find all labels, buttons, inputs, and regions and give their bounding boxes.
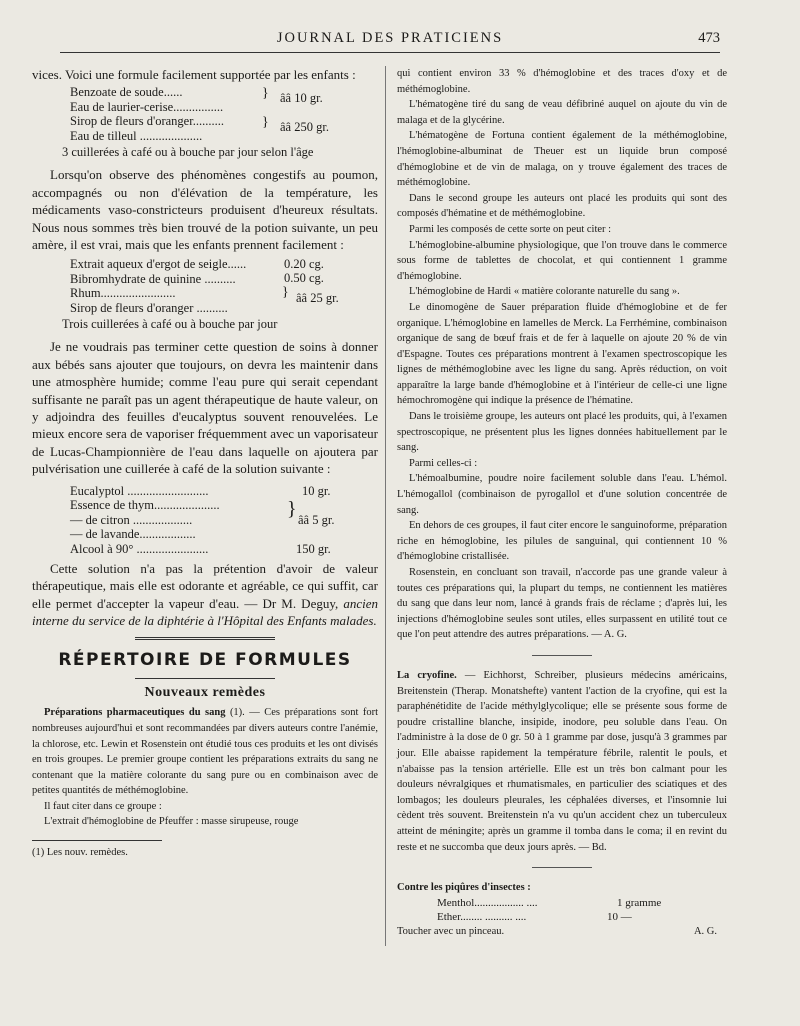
paragraph: L'hématogène de Fortuna contient également de la méthémoglobine, l'hémoglobine-albuminat de Theuer est un liquide brun composé d'hémoglobine et de vin de malaga, on y trouve également des traces de méthémoglobine. bbox=[397, 130, 727, 189]
paragraph: Dans le second groupe les auteurs ont placé les produits qui sont des composés d'hématine et de méthémoglobine. bbox=[397, 192, 727, 220]
section-rule bbox=[135, 637, 275, 640]
paragraph bbox=[397, 924, 727, 940]
rx-name: Menthol.................. .... bbox=[437, 896, 538, 909]
author-affiliation: ancien interne du service de la diphtérie à l'Hôpital des Enfants malades. bbox=[32, 595, 379, 628]
rx-note: 3 cuillerées à café ou à bouche par jour selon l'âge bbox=[62, 145, 314, 160]
paragraph: qui contient environ 33 % d'hémoglobine et des traces d'oxy et de méthémoglobine. bbox=[397, 68, 727, 95]
rx-dose: 0.20 cg. bbox=[284, 257, 324, 272]
prescription-4 bbox=[397, 896, 727, 924]
rx-line bbox=[437, 896, 727, 910]
separator bbox=[532, 867, 592, 868]
paragraph: Il faut citer dans ce groupe : bbox=[44, 800, 162, 812]
rx-dose: ââ 250 gr. bbox=[280, 120, 329, 135]
paragraph: Parmi les composés de cette sorte on peut citer : bbox=[409, 223, 612, 235]
rx-dose: 10 gr. bbox=[302, 483, 331, 498]
rx-note: Trois cuillerées à café ou à bouche par jour bbox=[62, 317, 278, 332]
rx-line bbox=[437, 910, 727, 924]
rx-dose: 0.50 cg. bbox=[284, 271, 324, 286]
separator bbox=[532, 655, 592, 656]
paragraph: L'extrait d'hémoglobine de Pfeuffer : masse sirupeuse, rouge bbox=[44, 816, 299, 828]
rx-line: Extrait aqueux d'ergot de seigle...... bbox=[70, 257, 247, 272]
footnote: (1) Les nouv. remèdes. bbox=[32, 847, 128, 859]
left-column bbox=[32, 66, 378, 861]
paragraph: Je ne voudrais pas terminer cette question de soins à donner aux bébés sans ajouter que toujours, on devra les maintenir dans une atmosphère humide; comme l'eau pure qui serait cependant suffisante ne paraît pas un agent thérapeutique de haute valeur, on y adjoindra des feuilles d'eucalyptus souvent renouvelées. Le mieux encore sera de vaporiser fréquemment avec un vaporisateur de Lucas-Championnière de l'eau dans laquelle on ajoutera par pulvérisation une cuillerée à café de la solution suivante : bbox=[32, 339, 378, 477]
paragraph: L'hémoalbumine, poudre noire facilement soluble dans l'eau. L'hémol. L'hémogallol (combinaison de pyrogallol et d'une solution concentrée de sang. bbox=[397, 473, 727, 516]
brace: } bbox=[262, 115, 269, 131]
usage-text: Toucher avec un pinceau. bbox=[397, 925, 505, 937]
running-title: JOURNAL DES PRATICIENS bbox=[276, 30, 504, 46]
paragraph bbox=[32, 705, 378, 799]
section-subtitle: Nouveaux remèdes bbox=[144, 685, 266, 701]
rx-line: Rhum........................ bbox=[70, 286, 176, 301]
rx-dose: 150 gr. bbox=[296, 541, 331, 556]
paragraph: Parmi celles-ci : bbox=[409, 457, 478, 469]
rx-line: Sirop de fleurs d'oranger .......... bbox=[70, 300, 228, 315]
section-title: RÉPERTOIRE DE FORMULES bbox=[58, 650, 352, 671]
rx-dose: ââ 5 gr. bbox=[298, 512, 335, 527]
paragraph: vices. Voici une formule facilement supportée par les enfants : bbox=[32, 67, 356, 82]
paragraph: L'hémoglobine de Hardi « matière colorante naturelle du sang ». bbox=[409, 286, 680, 298]
rx-dose: 10 — bbox=[607, 910, 632, 923]
right-column bbox=[397, 66, 727, 939]
rx-dose: 1 gramme bbox=[617, 896, 662, 909]
brace: } bbox=[282, 285, 289, 301]
brace: } bbox=[262, 86, 269, 102]
entry-heading: Préparations pharmaceutiques du sang bbox=[44, 707, 226, 719]
rx-dose: ââ 25 gr. bbox=[296, 291, 339, 306]
rx-line: Benzoate de soude...... bbox=[70, 85, 183, 100]
paragraph: Le dinomogène de Sauer préparation fluide d'hémoglobine et de fer organique. L'hémoglobine en lamelles de Merck. La Ferrhémine, combinaison organique de sang de bœuf frais et de fer à laquelle on ajoute 20 % de vin d'Espagne. Toutes ces préparations montrent à l'examen spectroscopique les lignes de méthémoglobine avec les ligne du sang. Après réduction, on voit apparaître la large bande d'hémoglobine et à l'intérieur de celle-ci une ligne hémochromogène qui indique la présence de l'hématine. bbox=[397, 301, 727, 407]
page-number: 473 bbox=[698, 30, 720, 46]
prescription-1 bbox=[32, 85, 378, 143]
rx-line: Eucalyptol .......................... bbox=[70, 483, 209, 498]
rx-name: Ether........ .......... .... bbox=[437, 910, 527, 923]
entry-heading: La cryofine. bbox=[397, 669, 457, 681]
paragraph: En dehors de ces groupes, il faut citer encore le sanguinoforme, préparation riche en hémoglobine, les pilules de sanguinal, qui contiennent 10 % d'hémoglobine cristallisée. bbox=[397, 520, 727, 563]
section-rule bbox=[135, 678, 275, 679]
rx-line: Eau de tilleul .................... bbox=[70, 128, 203, 143]
paragraph: Lorsqu'on observe des phénomènes congestifs au poumon, accompagnés ou non d'élévation de la température, les médicaments vaso-constricteurs produisent d'heureux résultats. Nous nous sommes très bien trouvé de la potion suivante, un peu amère, il est vrai, mais que les enfants prennent facilement : bbox=[32, 167, 378, 253]
paragraph bbox=[32, 560, 378, 630]
entry-text: — Eichhorst, Schreiber, plusieurs médecins américains, Breitenstein (Therap. Monatshefte) vantent l'action de la cryofine, qui est la paraphénétidite de l'acide méthylglycolique; elle se présente sous forme de poudre cristalline blanche, insipide, inodore, peu soluble dans l'eau. On l'administre à la dose de 0 gr. 50 à 1 gramme par dose, jusqu'à 3 grammes par jour. Elle abaisse rapidement la température fébrile, ralentit le pouls, et n'abaisse pas la tension artérielle. Elle est un très bon calmant pour les douleurs névralgiques et rhumatismales, en particulier des sciatiques et des lombagos; les douleurs pleurales, les céphalées diverses, et l'insomnie lui cèdent très souvent. Breitenstein n'a vu qu'un accident chez un tuberculeux atteint de méningite; après un gramme il tomba dans le coma; il en revint du reste et ne succomba que deux jours après. — Bd. bbox=[397, 669, 727, 853]
rx-line: Essence de thym..................... bbox=[70, 498, 220, 513]
rx-line: Alcool à 90° ....................... bbox=[70, 541, 209, 556]
paragraph-text: Cette solution n'a pas la prétention d'avoir de valeur thérapeutique, mais elle est odorante et agréable, ce qui suffit, car elle permet d'accepter la vapeur d'eau. — Dr M. Deguy, bbox=[32, 560, 378, 611]
paragraph: L'hémoglobine-albumine physiologique, que l'on trouve dans le commerce sous forme de tablettes de chocolat, et qui contiennent 1 gramme d'hémoglobine. bbox=[397, 239, 727, 282]
footnote-rule bbox=[32, 840, 162, 841]
rx-line: — de lavande.................. bbox=[70, 527, 196, 542]
rx-line: — de citron ................... bbox=[70, 512, 193, 527]
paragraph: L'hématogène tiré du sang de veau défibriné auquel on ajoute du vin de malaga et de la glycérine. bbox=[397, 99, 727, 126]
entry-heading bbox=[397, 880, 727, 896]
rx-line: Eau de laurier-cerise................ bbox=[70, 99, 224, 114]
entry-text: (1). — Ces préparations sont fort nombreuses aujourd'hui et sont recommandées par divers auteurs contre l'anémie, la chlorose, etc. Lewin et Rosenstein ont étudié tous ces produits et les ont divisés en trois groupes. Le premier groupe contient les préparations extraits du sang ne contenant que la matière colorante du sang pure ou en combinaison avec de petites quantités de méthémoglobine. bbox=[32, 707, 379, 797]
rx-line: Sirop de fleurs d'oranger.......... bbox=[70, 114, 224, 129]
rx-line: Bibromhydrate de quinine .......... bbox=[70, 271, 236, 286]
brace: } bbox=[287, 497, 297, 520]
page-header bbox=[60, 30, 720, 53]
prescription-2 bbox=[32, 257, 378, 315]
prescription-3 bbox=[32, 484, 378, 558]
paragraph: Rosenstein, en concluant son travail, n'accorde pas une grande valeur à toutes ces préparations qui, la plupart du temps, ne contiennent les matières du sang que dans leur nom, lancé à grands frais de réclame ; d'après lui, les injections d'hémoglobine seules sont utiles, elles surpassent en utilité tout ce que l'on peut attendre des autres préparations. — A. G. bbox=[397, 567, 727, 641]
rx-dose: ââ 10 gr. bbox=[280, 91, 323, 106]
paragraph: Dans le troisième groupe, les auteurs ont placé les produits, qui, à l'examen spectroscopique, ne présentent plus les lignes données habituellement par le sang. bbox=[397, 411, 727, 454]
signature: A. G. bbox=[693, 925, 717, 937]
column-divider bbox=[385, 66, 386, 946]
paragraph bbox=[397, 668, 727, 855]
entry-heading-text: Contre les piqûres d'insectes : bbox=[397, 882, 531, 894]
